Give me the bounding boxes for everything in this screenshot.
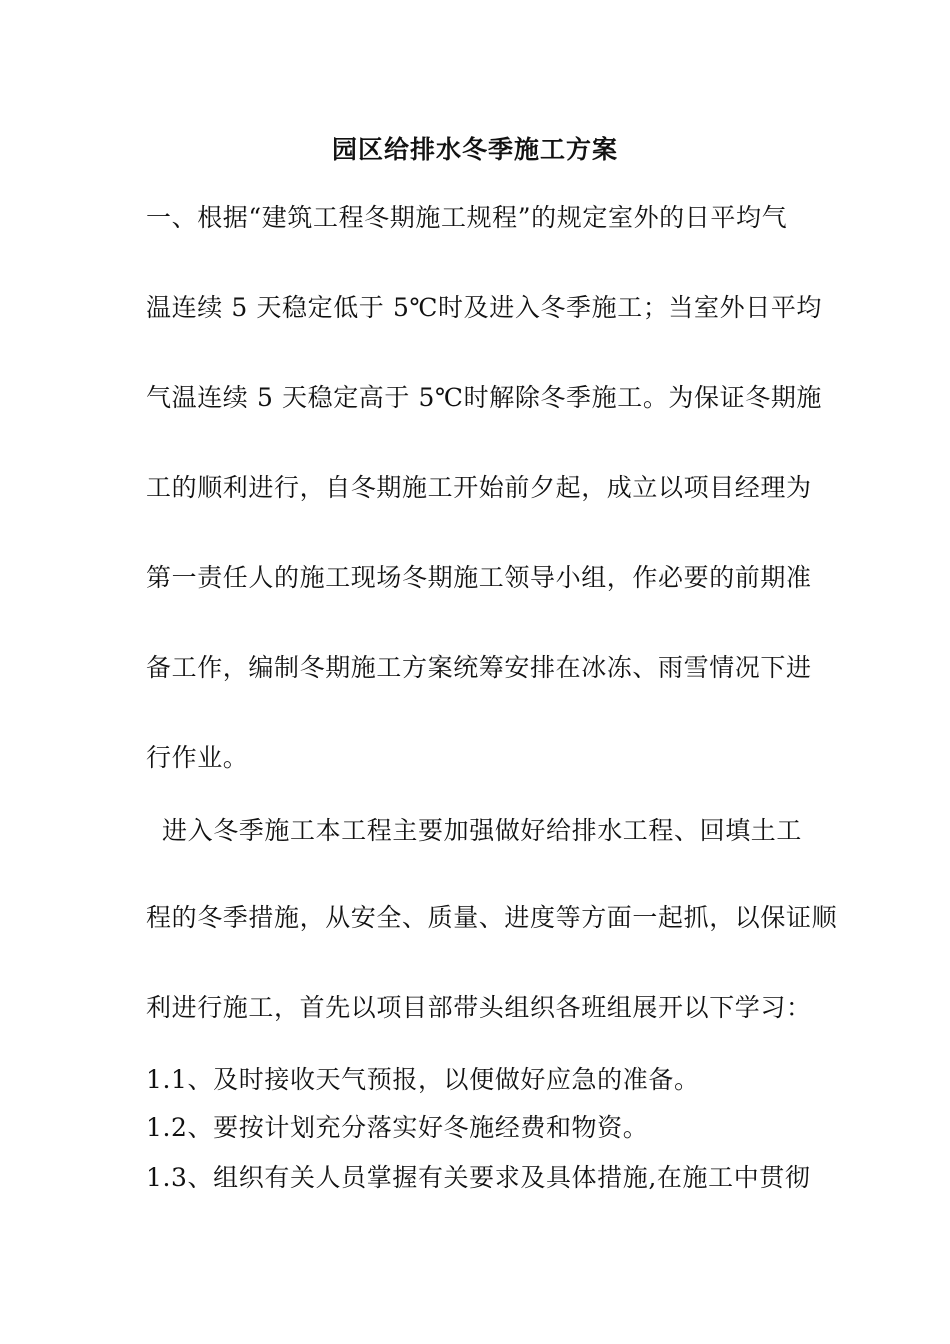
paragraph-line: 工的顺利进行，自冬期施工开始前夕起，成立以项目经理为 (146, 473, 812, 502)
list-item: 1.2、要按计划充分落实好冬施经费和物资。 (146, 1113, 649, 1142)
paragraph-line: 备工作，编制冬期施工方案统筹安排在冰冻、雨雪情况下进 (146, 653, 812, 682)
paragraph-line: 进入冬季施工本工程主要加强做好给排水工程、回填土工 (162, 816, 803, 845)
paragraph-line: 温连续 5 天稳定低于 5℃时及进入冬季施工；当室外日平均 (146, 293, 823, 322)
paragraph-line: 程的冬季措施，从安全、质量、进度等方面一起抓，以保证顺 (146, 903, 838, 932)
paragraph-line: 气温连续 5 天稳定高于 5℃时解除冬季施工。为保证冬期施 (146, 383, 823, 412)
paragraph-line: 一、根据“建筑工程冬期施工规程”的规定室外的日平均气 (146, 203, 788, 232)
document-title: 园区给排水冬季施工方案 (331, 135, 618, 164)
paragraph-line: 行作业。 (146, 743, 249, 772)
list-item: 1.1、及时接收天气预报，以便做好应急的准备。 (146, 1065, 700, 1094)
paragraph-line: 利进行施工，首先以项目部带头组织各班组展开以下学习： (146, 993, 812, 1022)
paragraph-line: 第一责任人的施工现场冬期施工领导小组，作必要的前期准 (146, 563, 812, 592)
list-item: 1.3、组织有关人员掌握有关要求及具体措施,在施工中贯彻 (146, 1163, 811, 1192)
